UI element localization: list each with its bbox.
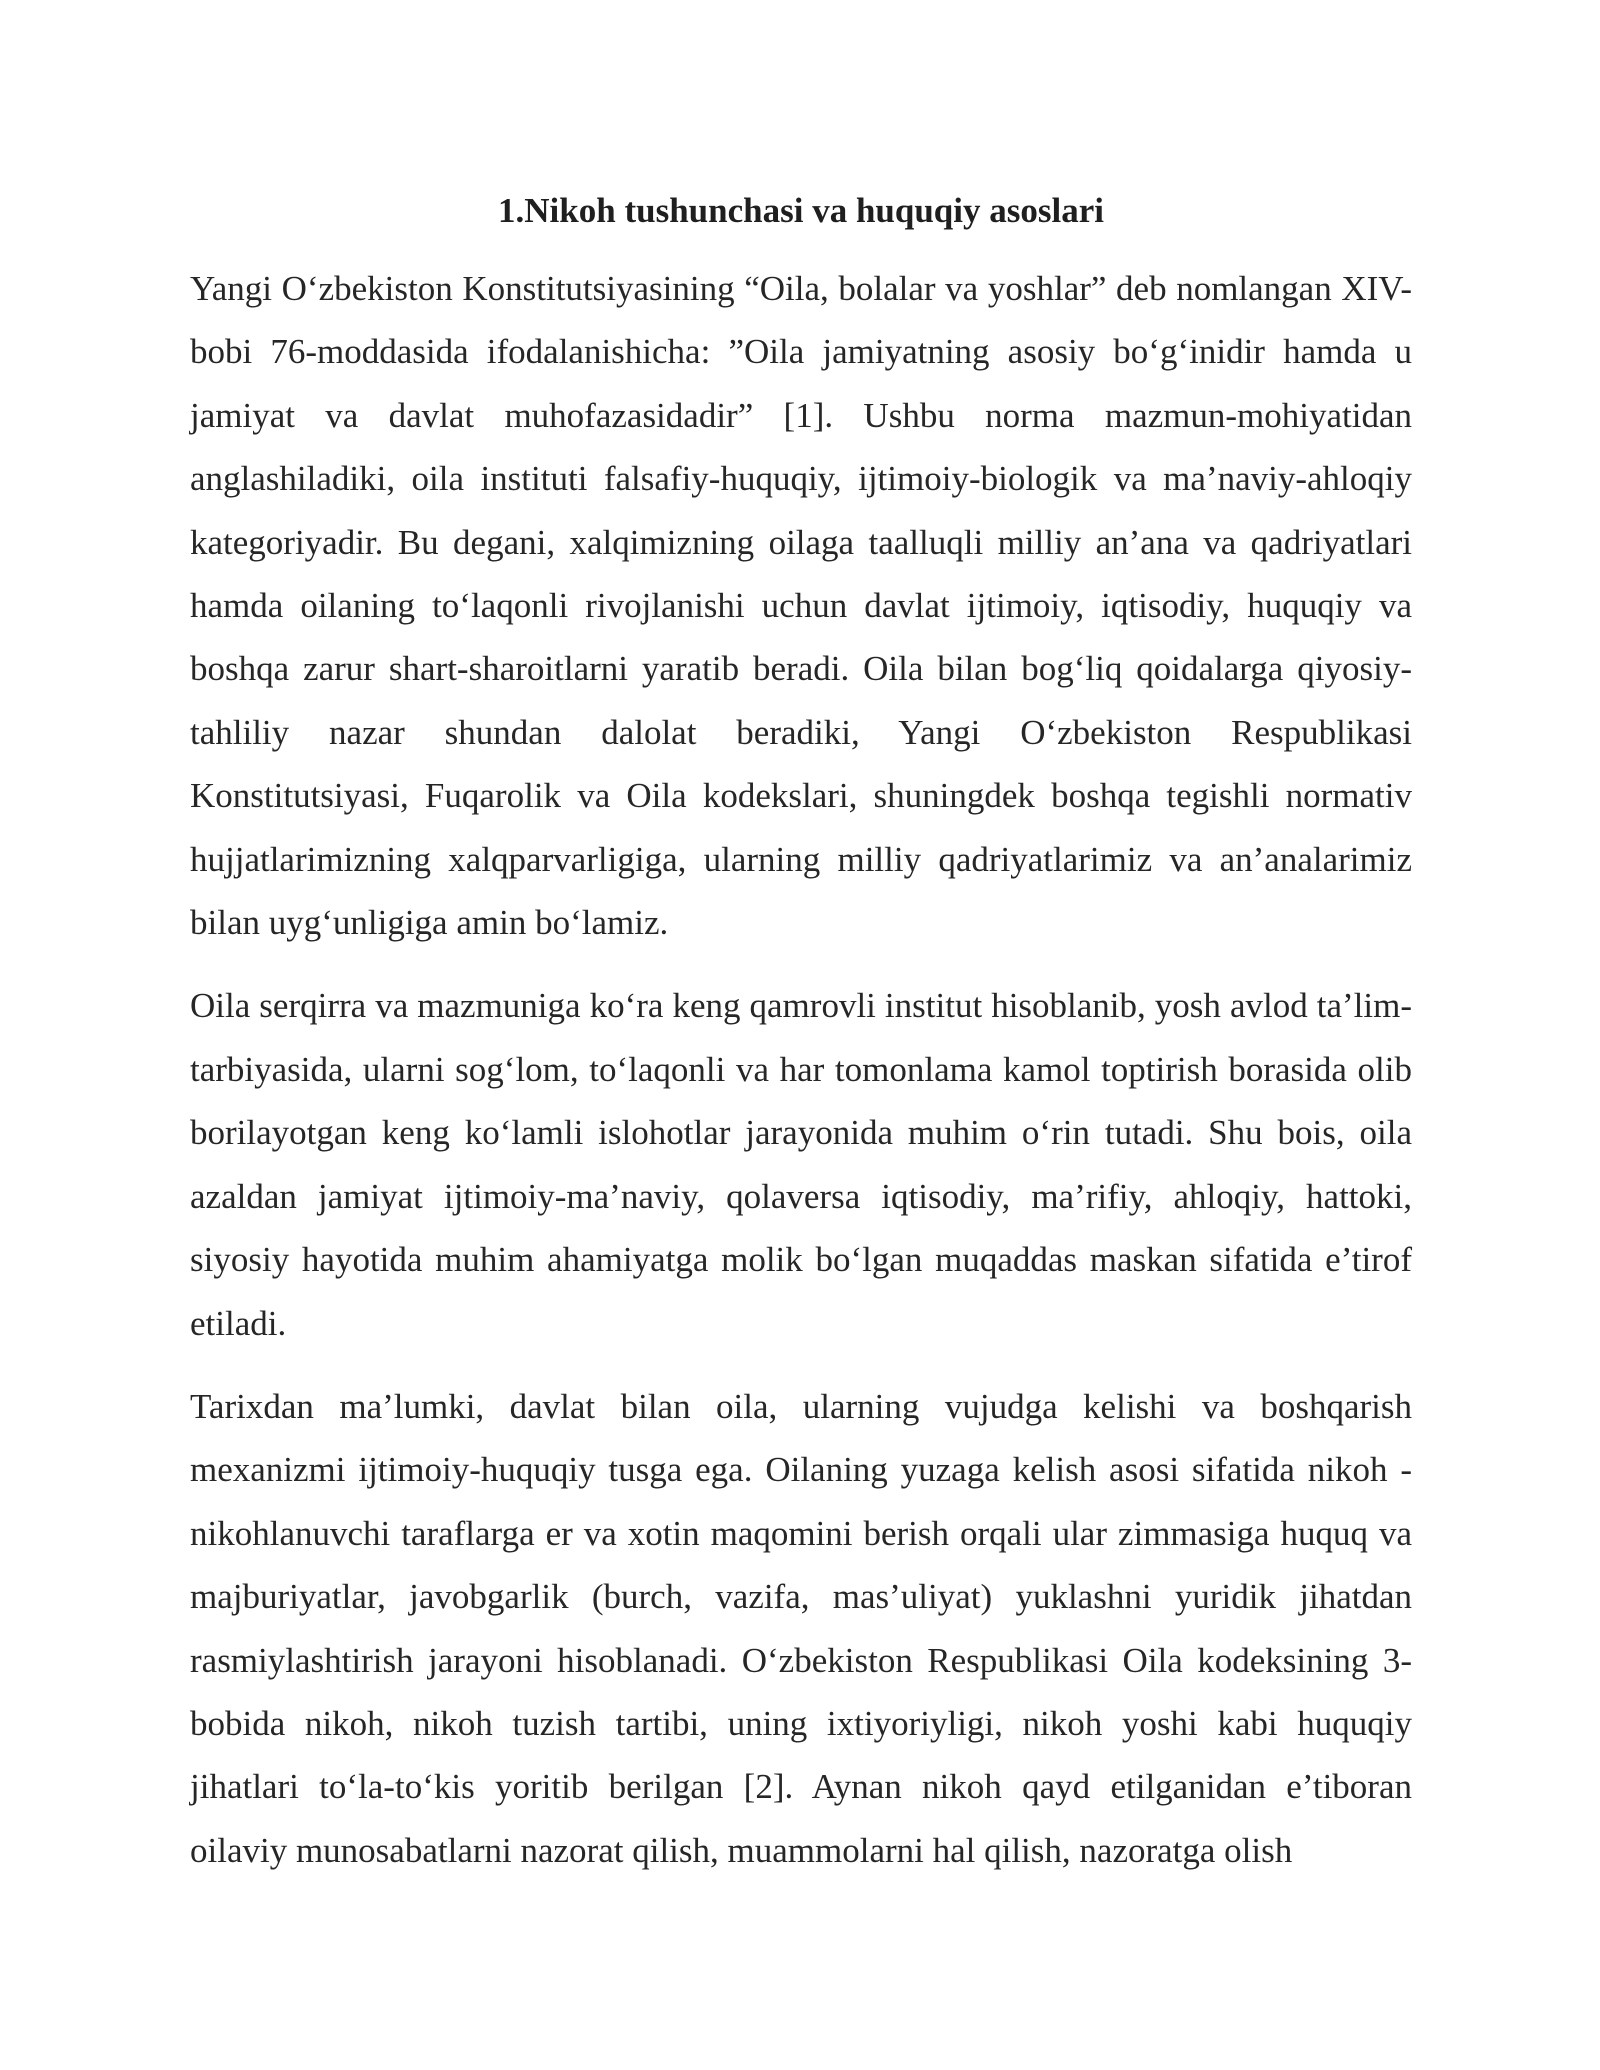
paragraph-3: Tarixdan ma’lumki, davlat bilan oila, ularning vujudga kelishi va boshqarish mexanizmi ijtimoiy-huquqiy tusga ega. Oilaning yuzaga kelish asosi sifatida nikoh - nikohlanuvchi taraflarga er va xotin maqomini berish orqali ular zimmasiga huquq va majburiyatlar, javobgarlik (burch, vazifa, mas’uliyat) yuklashni yuridik jihatdan rasmiylashtirish jarayoni hisoblanadi. O‘zbekiston Respublikasi Oila kodeksining 3-bobida nikoh, nikoh tuzish tartibi, uning ixtiyoriyligi, nikoh yoshi kabi huquqiy jihatlari to‘la-to‘kis yoritib berilgan [2]. Aynan nikoh qayd etilganidan e’tiboran oilaviy munosabatlarni nazorat qilish, muammolarni hal qilish, nazoratga olish bbox=[190, 1386, 1412, 1870]
document-body bbox=[190, 185, 1412, 1902]
section-title: 1.Nikoh tushunchasi va huquqiy asoslari bbox=[498, 191, 1104, 230]
paragraph-2: Oila serqirra va mazmuniga ko‘ra keng qamrovli institut hisoblanib, yosh avlod ta’lim-tarbiyasida, ularni sog‘lom, to‘laqonli va har tomonlama kamol toptirish borasida olib borilayotgan keng ko‘lamli islohotlar jarayonida muhim o‘rin tutadi. Shu bois, oila azaldan jamiyat ijtimoiy-ma’naviy, qolaversa iqtisodiy, ma’rifiy, ahloqiy, hattoki, siyosiy hayotida muhim ahamiyatga molik bo‘lgan muqaddas maskan sifatida e’tirof etiladi. bbox=[190, 986, 1412, 1343]
paragraph-1: Yangi O‘zbekiston Konstitutsiyasining “Oila, bolalar va yoshlar” deb nomlangan XIV-bobi 76-moddasida ifodalanishicha: ”Oila jamiyatning asosiy bo‘g‘inidir hamda u jamiyat va davlat muhofazasidadir” [1]. Ushbu norma mazmun-mohiyatidan anglashiladiki, oila instituti falsafiy-huquqiy, ijtimoiy-biologik va ma’naviy-ahloqiy kategoriyadir. Bu degani, xalqimizning oilaga taalluqli milliy an’ana va qadriyatlari hamda oilaning to‘laqonli rivojlanishi uchun davlat ijtimoiy, iqtisodiy, huquqiy va boshqa zarur shart-sharoitlarni yaratib beradi. Oila bilan bog‘liq qoidalarga qiyosiy-tahliliy nazar shundan dalolat beradiki, Yangi O‘zbekiston Respublikasi Konstitutsiyasi, Fuqarolik va Oila kodekslari, shuningdek boshqa tegishli normativ hujjatlarimizning xalqparvarligiga, ularning milliy qadriyatlarimiz va an’analarimiz bilan uyg‘unligiga amin bo‘lamiz. bbox=[190, 269, 1412, 943]
